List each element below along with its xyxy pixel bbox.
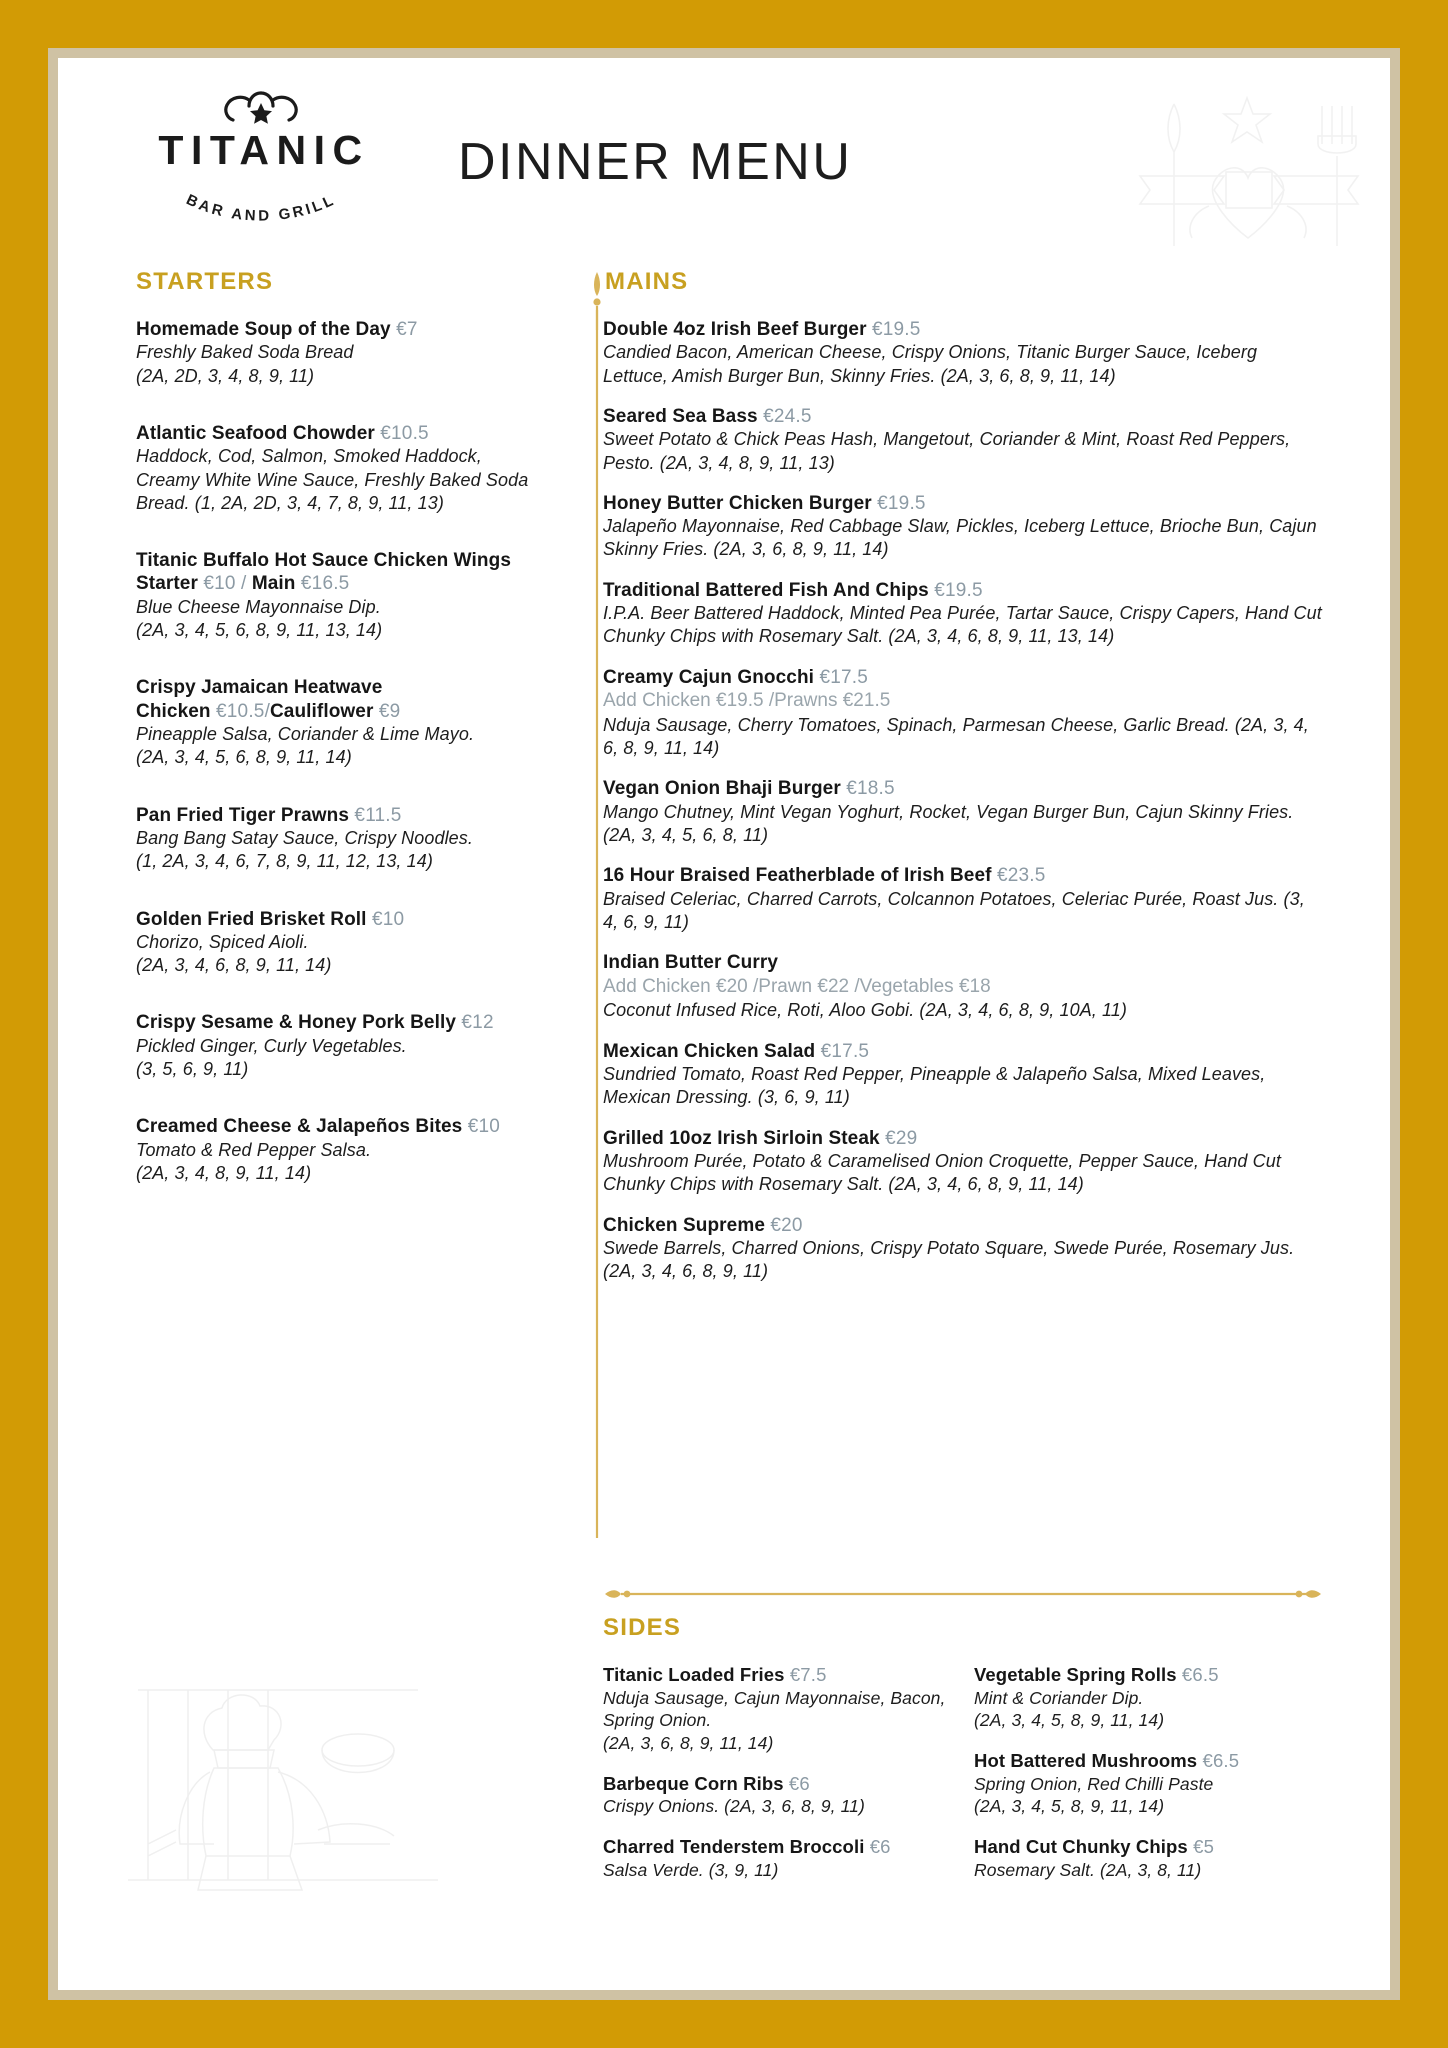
dish-name <box>603 1127 1323 1150</box>
menu-item <box>136 422 536 515</box>
option-a-label: Chicken <box>136 700 211 722</box>
dish-title: Chicken Supreme <box>603 1214 765 1236</box>
brand-tagline-text: BAR AND GRILL <box>183 191 339 225</box>
menu-item <box>603 777 1323 847</box>
dish-description: Chorizo, Spiced Aioli. <box>136 931 309 952</box>
menu-item <box>603 318 1323 388</box>
dish-name <box>136 549 536 572</box>
dish-description: Nduja Sausage, Cajun Mayonnaise, Bacon, Spring Onion. <box>603 1687 946 1731</box>
dish-allergens: (3, 5, 6, 9, 11) <box>136 1059 249 1080</box>
dish-title: Hot Battered Mushrooms <box>974 1750 1198 1772</box>
dish-name <box>136 1011 536 1034</box>
dish-price: €12 <box>461 1012 494 1034</box>
dish-price: €10 <box>467 1116 501 1138</box>
menu-item <box>974 1836 1319 1881</box>
dish-title: Vegan Onion Bhaji Burger <box>603 778 841 800</box>
dish-name <box>136 1115 536 1138</box>
dish-price-options <box>136 700 536 723</box>
dish-price: €11.5 <box>354 804 402 826</box>
dish-title: Hand Cut Chunky Chips <box>974 1836 1188 1858</box>
dish-price: €6.5 <box>1181 1664 1219 1685</box>
column-divider <box>592 270 602 1538</box>
dish-description: Pickled Ginger, Curly Vegetables. <box>136 1035 407 1056</box>
menu-item <box>603 864 1323 934</box>
dish-allergens: (2A, 3, 4, 5, 6, 8, 9, 11, 13, 14) <box>136 620 383 641</box>
dish-description: Pineapple Salsa, Coriander & Lime Mayo. <box>136 723 475 744</box>
dish-price: €10 <box>371 908 405 930</box>
dish-description: Tomato & Red Pepper Salsa. <box>136 1139 372 1160</box>
dish-title: Homemade Soup of the Day <box>136 319 391 340</box>
dish-title: Charred Tenderstem Broccoli <box>603 1836 865 1858</box>
dish-title: Double 4oz Irish Beef Burger <box>603 319 867 340</box>
dish-title: Crispy Jamaican Heatwave <box>136 677 383 699</box>
starters-column <box>136 268 536 1194</box>
option-b-price: €9 <box>378 700 401 722</box>
dish-description: Crispy Onions. (2A, 3, 6, 8, 9, 11) <box>603 1796 865 1817</box>
sides-column-left <box>603 1664 948 1899</box>
dish-title: Traditional Battered Fish And Chips <box>603 579 929 601</box>
option-a-price: €10.5 <box>216 700 265 722</box>
section-heading-mains: MAINS <box>605 268 689 295</box>
dish-allergens: (2A, 3, 4, 5, 6, 8, 9, 11, 14) <box>136 747 352 768</box>
dish-price: €6.5 <box>1202 1750 1240 1772</box>
dish-name <box>603 492 1323 515</box>
dish-title: Crispy Sesame & Honey Pork Belly <box>136 1012 457 1034</box>
menu-item <box>974 1750 1319 1818</box>
chef-illustration-watermark <box>118 1630 448 1930</box>
dish-name <box>974 1750 1319 1773</box>
dish-name <box>974 1664 1319 1687</box>
dish-title: Honey Butter Chicken Burger <box>603 492 872 514</box>
menu-item <box>603 666 1323 761</box>
sides-section <box>603 1614 1323 1899</box>
dish-allergens: (2A, 3, 4, 5, 8, 9, 11, 14) <box>974 1710 1165 1731</box>
dish-title: Titanic Buffalo Hot Sauce Chicken Wings <box>136 550 511 572</box>
dish-price: €19.5 <box>877 492 926 514</box>
menu-item <box>603 1040 1323 1110</box>
dish-price-options <box>136 572 536 595</box>
dish-price: €6 <box>788 1772 810 1794</box>
menu-item <box>136 549 536 642</box>
menu-page-frame <box>48 48 1400 2000</box>
menu-item <box>974 1664 1319 1732</box>
menu-item <box>136 908 536 978</box>
brand-logo <box>136 86 386 227</box>
dish-price: €19.5 <box>934 579 983 601</box>
dish-name <box>603 1773 948 1796</box>
dish-description: Haddock, Cod, Salmon, Smoked Haddock, Creamy White Wine Sauce, Freshly Baked Soda Bread. (1, 2A, 2D, 3, 4, 7, 8, 9, 11, 13) <box>136 446 529 513</box>
brand-tagline <box>156 181 366 227</box>
dish-name <box>136 804 536 827</box>
menu-item <box>603 579 1323 649</box>
dish-price: €23.5 <box>996 865 1046 887</box>
menu-item <box>603 951 1323 1022</box>
dish-title: Golden Fried Brisket Roll <box>136 908 367 930</box>
dish-name <box>603 405 1323 428</box>
dish-title: 16 Hour Braised Featherblade of Irish Beef <box>603 865 992 887</box>
menu-item <box>136 804 536 874</box>
dish-description: Braised Celeriac, Charred Carrots, Colcannon Potatoes, Celeriac Purée, Roast Jus. (3, 4, 6, 9, 11) <box>603 888 1305 932</box>
menu-item <box>603 405 1323 475</box>
dish-title: Atlantic Seafood Chowder <box>136 422 375 444</box>
dish-price: €10.5 <box>380 422 429 444</box>
dish-price: €20 <box>770 1214 803 1236</box>
dish-title: Seared Sea Bass <box>603 405 758 427</box>
dish-price: €19.5 <box>871 319 921 340</box>
dish-price: €24.5 <box>763 405 812 427</box>
swoosh-star-ornament-icon <box>218 86 304 126</box>
dish-allergens: (2A, 3, 4, 6, 8, 9, 11, 14) <box>136 955 332 976</box>
dish-title: Mexican Chicken Salad <box>603 1040 816 1062</box>
dish-allergens: (2A, 3, 6, 8, 9, 11, 14) <box>603 1733 774 1754</box>
sides-column-right <box>974 1664 1319 1899</box>
dish-title: Creamy Cajun Gnocchi <box>603 666 815 688</box>
dish-name <box>603 864 1323 887</box>
dish-add-options: Add Chicken €19.5 /Prawns €21.5 <box>603 689 891 711</box>
dish-name <box>603 318 1323 341</box>
dish-description: Sweet Potato & Chick Peas Hash, Mangetout, Coriander & Mint, Roast Red Peppers, Pesto. (2A, 3, 4, 8, 9, 11, 13) <box>603 429 1291 473</box>
dish-description: Candied Bacon, American Cheese, Crispy Onions, Titanic Burger Sauce, Iceberg Lettuce, Amish Burger Bun, Skinny Fries. (2A, 3, 6, 8, 9, 11, 14) <box>603 342 1258 386</box>
dish-price: €6 <box>869 1836 891 1858</box>
brand-name: TITANIC <box>158 127 370 173</box>
dish-description: Rosemary Salt. (2A, 3, 8, 11) <box>974 1859 1202 1880</box>
dish-name <box>603 1214 1323 1237</box>
dish-price: €5 <box>1193 1836 1215 1858</box>
dish-title: Barbeque Corn Ribs <box>603 1772 784 1794</box>
dish-description: I.P.A. Beer Battered Haddock, Minted Pea Purée, Tartar Sauce, Crispy Capers, Hand Cut Chunky Chips with Rosemary Salt. (2A, 3, 4, 6, 8, 9, 11, 13, 14) <box>603 603 1322 647</box>
dish-description: Swede Barrels, Charred Onions, Crispy Potato Square, Swede Purée, Rosemary Jus. (2A, 3, 4, 6, 8, 9, 11) <box>603 1237 1295 1282</box>
option-separator: / <box>241 573 247 595</box>
dish-description: Bang Bang Satay Sauce, Crispy Noodles. <box>136 827 473 848</box>
menu-item <box>603 1127 1323 1197</box>
menu-item <box>603 1773 948 1818</box>
dish-description: Mango Chutney, Mint Vegan Yoghurt, Rocket, Vegan Burger Bun, Cajun Skinny Fries. (2A, 3, 4, 5, 6, 8, 11) <box>603 801 1294 846</box>
dish-name <box>603 579 1323 602</box>
option-b-label: Main <box>251 573 296 595</box>
dish-title: Indian Butter Curry <box>603 952 779 974</box>
dish-title: Grilled 10oz Irish Sirloin Steak <box>603 1127 880 1149</box>
menu-item <box>136 1115 536 1185</box>
menu-item <box>603 492 1323 562</box>
page-title: DINNER MENU <box>458 133 853 191</box>
dish-allergens: (1, 2A, 3, 4, 6, 7, 8, 9, 11, 12, 13, 14) <box>136 851 433 872</box>
dish-name <box>603 1040 1323 1063</box>
menu-item <box>603 1836 948 1881</box>
dish-allergens: (2A, 3, 4, 5, 8, 9, 11, 14) <box>974 1796 1165 1817</box>
dish-name <box>603 1836 948 1859</box>
dish-allergens: (2A, 3, 4, 8, 9, 11, 14) <box>136 1162 312 1183</box>
dish-description: Sundried Tomato, Roast Red Pepper, Pineapple & Jalapeño Salsa, Mixed Leaves, Mexican Dressing. (3, 6, 9, 11) <box>603 1063 1266 1108</box>
dish-name <box>603 666 1323 689</box>
option-separator: / <box>264 700 270 722</box>
dish-description: Nduja Sausage, Cherry Tomatoes, Spinach, Parmesan Cheese, Garlic Bread. (2A, 3, 4, 6, 8, 9, 11, 14) <box>603 714 1309 759</box>
dish-price: €18.5 <box>846 778 895 800</box>
dish-description: Spring Onion, Red Chilli Paste <box>974 1773 1214 1794</box>
dish-name <box>603 951 1323 974</box>
menu-sheet <box>58 58 1390 1990</box>
dish-title: Pan Fried Tiger Prawns <box>136 804 350 826</box>
dish-name <box>603 1664 948 1687</box>
dish-description: Blue Cheese Mayonnaise Dip. <box>136 596 381 617</box>
menu-header <box>58 58 1390 258</box>
menu-item <box>603 1214 1323 1284</box>
dish-add-options: Add Chicken €20 /Prawn €22 /Vegetables €18 <box>603 975 991 997</box>
dish-description: Mushroom Purée, Potato & Caramelised Onion Croquette, Pepper Sauce, Hand Cut Chunky Chips with Rosemary Salt. (2A, 3, 4, 6, 8, 9, 11, 14) <box>603 1150 1281 1195</box>
dish-description: Mint & Coriander Dip. <box>974 1687 1144 1708</box>
dish-description: Coconut Infused Rice, Roti, Aloo Gobi. (2A, 3, 4, 6, 8, 9, 10A, 11) <box>603 1000 1127 1021</box>
option-b-price: €16.5 <box>300 573 350 595</box>
dish-name <box>136 676 536 699</box>
menu-item <box>136 1011 536 1081</box>
section-heading-sides: SIDES <box>603 1614 682 1641</box>
dish-description: Jalapeño Mayonnaise, Red Cabbage Slaw, Pickles, Iceberg Lettuce, Brioche Bun, Cajun Skinny Fries. (2A, 3, 6, 8, 9, 11, 14) <box>603 516 1317 560</box>
mains-column <box>603 268 1323 1300</box>
dish-price: €29 <box>885 1127 918 1149</box>
dish-name <box>136 422 536 445</box>
dish-name <box>974 1836 1319 1859</box>
menu-item <box>136 318 536 388</box>
dish-allergens: (2A, 2D, 3, 4, 8, 9, 11) <box>136 365 315 386</box>
dish-title: Vegetable Spring Rolls <box>974 1664 1177 1685</box>
dish-description: Salsa Verde. (3, 9, 11) <box>603 1859 779 1880</box>
menu-item <box>603 1664 948 1755</box>
dish-price: €17.5 <box>820 1040 870 1062</box>
option-b-label: Cauliflower <box>269 700 374 722</box>
dish-name <box>136 318 536 341</box>
dish-name <box>603 777 1323 800</box>
section-heading-starters: STARTERS <box>136 268 274 295</box>
dish-name <box>136 908 536 931</box>
menu-item <box>136 676 536 769</box>
dish-price: €7 <box>396 319 418 340</box>
option-a-price: €10 <box>203 573 236 595</box>
dish-price: €17.5 <box>819 666 868 688</box>
dish-title: Creamed Cheese & Jalapeños Bites <box>136 1116 463 1138</box>
dish-title: Titanic Loaded Fries <box>603 1664 785 1685</box>
dish-description: Freshly Baked Soda Bread <box>136 342 354 363</box>
option-a-label: Starter <box>136 573 198 595</box>
svg-text:BAR AND GRILL <box>184 191 339 224</box>
dish-price: €7.5 <box>789 1664 827 1685</box>
sides-divider <box>603 1588 1323 1600</box>
